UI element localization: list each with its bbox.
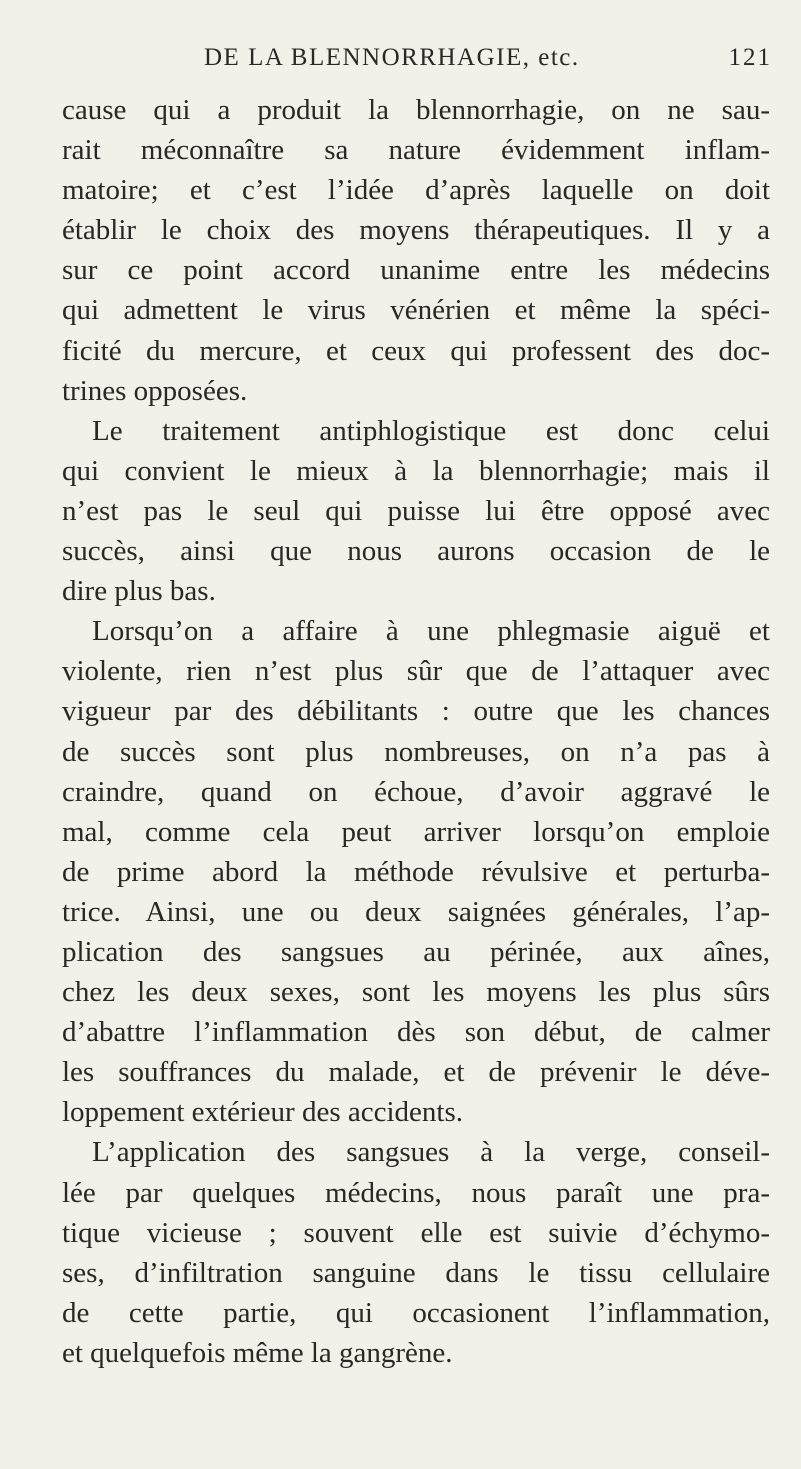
text-line: violente, rien n’est plus sûr que de l’attaquer avec <box>62 655 770 688</box>
text-line: et quelquefois même la gangrène. <box>62 1336 453 1369</box>
body-text <box>62 90 770 1373</box>
text-line: sur ce point accord unanime entre les médecins <box>62 254 770 287</box>
text-line: loppement extérieur des accidents. <box>62 1096 464 1129</box>
text-line: qui admettent le virus vénérien et même la spéci- <box>62 294 770 327</box>
running-title: DE LA BLENNORRHAGIE, etc. <box>204 44 580 71</box>
text-line: cause qui a produit la blennorrhagie, on ne sau- <box>62 94 770 126</box>
text-line: de cette partie, qui occasionent l’inflammation, <box>62 1296 770 1329</box>
text-line: chez les deux sexes, sont les moyens les plus sûrs <box>62 976 770 1009</box>
text-line: matoire; et c’est l’idée d’après laquelle on doit <box>62 174 770 207</box>
text-line: de prime abord la méthode révulsive et perturba- <box>62 855 770 888</box>
text-line: succès, ainsi que nous aurons occasion de le <box>62 535 770 568</box>
paragraph-start-line: Le traitement antiphlogistique est donc celui <box>92 414 770 447</box>
text-line: mal, comme cela peut arriver lorsqu’on emploie <box>62 815 770 848</box>
running-header <box>60 44 772 84</box>
text-line: craindre, quand on échoue, d’avoir aggravé le <box>62 775 770 808</box>
text-line: dire plus bas. <box>62 575 216 608</box>
text-line: ficité du mercure, et ceux qui professent des doc- <box>62 334 770 367</box>
paragraph-start-line: Lorsqu’on a affaire à une phlegmasie aiguë et <box>92 615 770 648</box>
page-number: 121 <box>728 44 772 71</box>
text-line: tique vicieuse ; souvent elle est suivie d’échymo- <box>62 1216 770 1249</box>
text-line: d’abattre l’inflammation dès son début, de calmer <box>62 1016 770 1049</box>
text-line: vigueur par des débilitants : outre que les chances <box>62 695 770 728</box>
text-line: les souffrances du malade, et de prévenir le déve- <box>62 1056 770 1089</box>
text-line: qui convient le mieux à la blennorrhagie; mais il <box>62 454 770 487</box>
text-line: plication des sangsues au périnée, aux aînes, <box>62 935 770 968</box>
text-line: établir le choix des moyens thérapeutiques. Il y a <box>62 214 770 247</box>
paragraph-start-line: L’application des sangsues à la verge, conseil- <box>92 1136 770 1169</box>
text-line: n’est pas le seul qui puisse lui être opposé avec <box>62 494 770 527</box>
text-line: lée par quelques médecins, nous paraît une pra- <box>62 1176 770 1209</box>
text-line: trice. Ainsi, une ou deux saignées générales, l’ap- <box>62 895 770 928</box>
text-line: rait méconnaître sa nature évidemment inflam- <box>62 134 770 167</box>
text-line: ses, d’infiltration sanguine dans le tissu cellulaire <box>62 1256 770 1289</box>
text-line: de succès sont plus nombreuses, on n’a pas à <box>62 735 770 768</box>
text-line: trines opposées. <box>62 374 248 407</box>
